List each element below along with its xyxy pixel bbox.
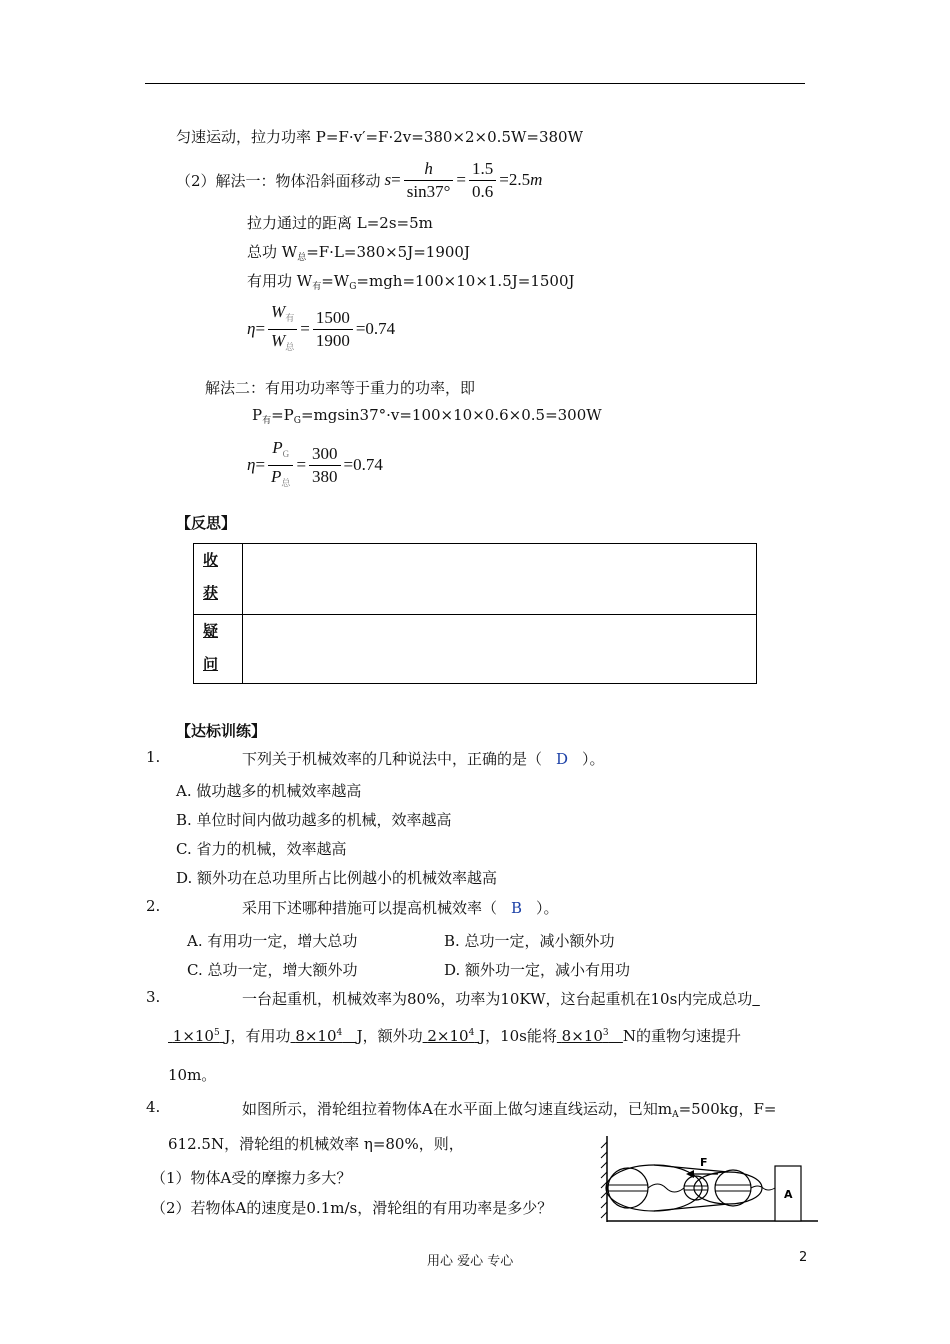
- method1-prefix: （2）解法一：物体沿斜面移动: [176, 171, 381, 190]
- q1-option-b: B. 单位时间内做功越多的机械，效率越高: [176, 811, 452, 829]
- reflection-row-gains: [194, 544, 757, 615]
- reflection-table: [193, 543, 757, 684]
- var-s: s: [384, 170, 392, 189]
- fraction-300-380: $\frac{300}{380}$: [309, 443, 341, 488]
- q4-number: 4.: [146, 1098, 161, 1116]
- efficiency-formula-2: η = $\frac{P_G}{P_总}$ = $\frac{300}{380}$ =0.74: [247, 440, 383, 490]
- q2-answer: B: [511, 899, 523, 917]
- block-label: A: [784, 1188, 793, 1201]
- total-work-line: 总功 $W_总=F\cdot L=380\times 5J=1900J$: [247, 243, 470, 263]
- force-arrow: [686, 1156, 718, 1178]
- fraction-1.5-0.6: $\frac{1.5}{0.6}$: [469, 158, 496, 203]
- q3-line1: 一台起重机，机械效率为80%，功率为10KW，这台起重机在10s内完成总功: [242, 990, 753, 1008]
- q1-number: 1.: [146, 748, 161, 766]
- q3-line2: $1\times 10^5$ J，有用功 $8\times 10^4$ J，额外功 $2\times 10^4$ J，10s能将 $8\times 10^3$ N的重物匀速提升: [168, 1025, 741, 1046]
- pulley-figure: [598, 1132, 820, 1224]
- q1-option-d: D. 额外功在总功里所占比例越小的机械效率越高: [176, 869, 498, 887]
- fraction-h-sin37: $\frac{h}{\sin 37^\circ}$: [404, 158, 454, 203]
- pull-distance-line: 拉力通过的距离 L=2s=5m: [247, 214, 433, 232]
- equals: =: [391, 170, 401, 189]
- reflection-title: 【反思】: [176, 514, 237, 532]
- force-label: F: [700, 1156, 708, 1169]
- label-questions: 疑 问: [194, 615, 243, 684]
- useful-power-line: $P_有=P_G=mgsin37^\circ\cdot v=100\times 10\times 0.6\times 0.5=300W$: [252, 406, 602, 426]
- page-number: 2: [799, 1250, 808, 1265]
- q3-blank-extra-work: $2\times 10^4$: [427, 1027, 475, 1045]
- rope: [648, 1184, 684, 1192]
- q2-number: 2.: [146, 897, 161, 915]
- wall: [601, 1136, 607, 1222]
- connector: [751, 1186, 775, 1190]
- q3-blank-total-work: $1\times 10^5$: [172, 1027, 220, 1045]
- q1-option-a: A. 做功越多的机械效率越高: [176, 782, 362, 800]
- q4-line1: 如图所示，滑轮组拉着物体A在水平面上做匀速直线运动，已知$m_A=500kg$，F=: [242, 1100, 777, 1120]
- method1-displacement: （2）解法一：物体沿斜面移动 s = $\frac{h}{\sin 37^\circ}$ = $\frac{1.5}{0.6}$ =2.5 m: [176, 158, 543, 201]
- fixed-pulley: [608, 1168, 648, 1208]
- q3-blank-weight: $8\times 10^3$: [561, 1027, 609, 1045]
- solution-power-line: 匀速运动，拉力功率 P=F·v′=F·2v=380×2×0.5W=380W: [176, 128, 584, 146]
- q1-option-c: C. 省力的机械，效率越高: [176, 840, 347, 858]
- fraction-1500-1900: $\frac{1500}{1900}$: [313, 307, 353, 352]
- block-a: [775, 1166, 801, 1221]
- q1-stem: 下列关于机械效率的几种说法中，正确的是（ D ）。: [242, 750, 605, 768]
- fraction-pg-ptotal: $\frac{P_G}{P_总}$: [268, 437, 293, 494]
- useful-work-line: 有用功 $W_有=W_G=mgh=100\times 10\times 1.5J=1500J$: [247, 272, 575, 292]
- label-gains: 收 获: [194, 544, 243, 615]
- q3-line3: 10m。: [168, 1066, 217, 1084]
- header-rule: [145, 83, 805, 84]
- s-result: =2.5: [499, 170, 531, 189]
- q2-option-b: B. 总功一定，减小额外功: [444, 932, 615, 950]
- q2-stem: 采用下述哪种措施可以提高机械效率（ B ）。: [242, 899, 559, 917]
- q4-line2: 612.5N，滑轮组的机械效率 η=80%，则，: [168, 1135, 464, 1153]
- q2-option-c: C. 总功一定，增大额外功: [187, 961, 358, 979]
- reflection-row-questions: [194, 615, 757, 684]
- practice-title: 【达标训练】: [176, 722, 267, 740]
- q3-blank-useful-work: $8\times 10^4$: [295, 1027, 343, 1045]
- footer-slogan: 用心 爱心 专心: [427, 1254, 514, 1269]
- q2-option-d: D. 额外功一定，减小有用功: [444, 961, 631, 979]
- q4-sub2: （2）若物体A的速度是0.1m/s，滑轮组的有用功率是多少？: [151, 1199, 553, 1217]
- q1-answer: D: [556, 750, 569, 768]
- method2-line: 解法二：有用功功率等于重力的功率，即: [205, 379, 476, 397]
- q2-option-a: A. 有用功一定，增大总功: [187, 932, 358, 950]
- gains-cell[interactable]: [243, 544, 757, 615]
- q4-sub1: （1）物体A受的摩擦力多大？: [151, 1169, 352, 1187]
- questions-cell[interactable]: [243, 615, 757, 684]
- efficiency-formula-1: η = $\frac{W_有}{W_总}$ = $\frac{1500}{1900}$ =0.74: [247, 304, 395, 354]
- fraction-w-useful-w-total: $\frac{W_有}{W_总}$: [268, 301, 297, 358]
- q3-number: 3.: [146, 988, 161, 1006]
